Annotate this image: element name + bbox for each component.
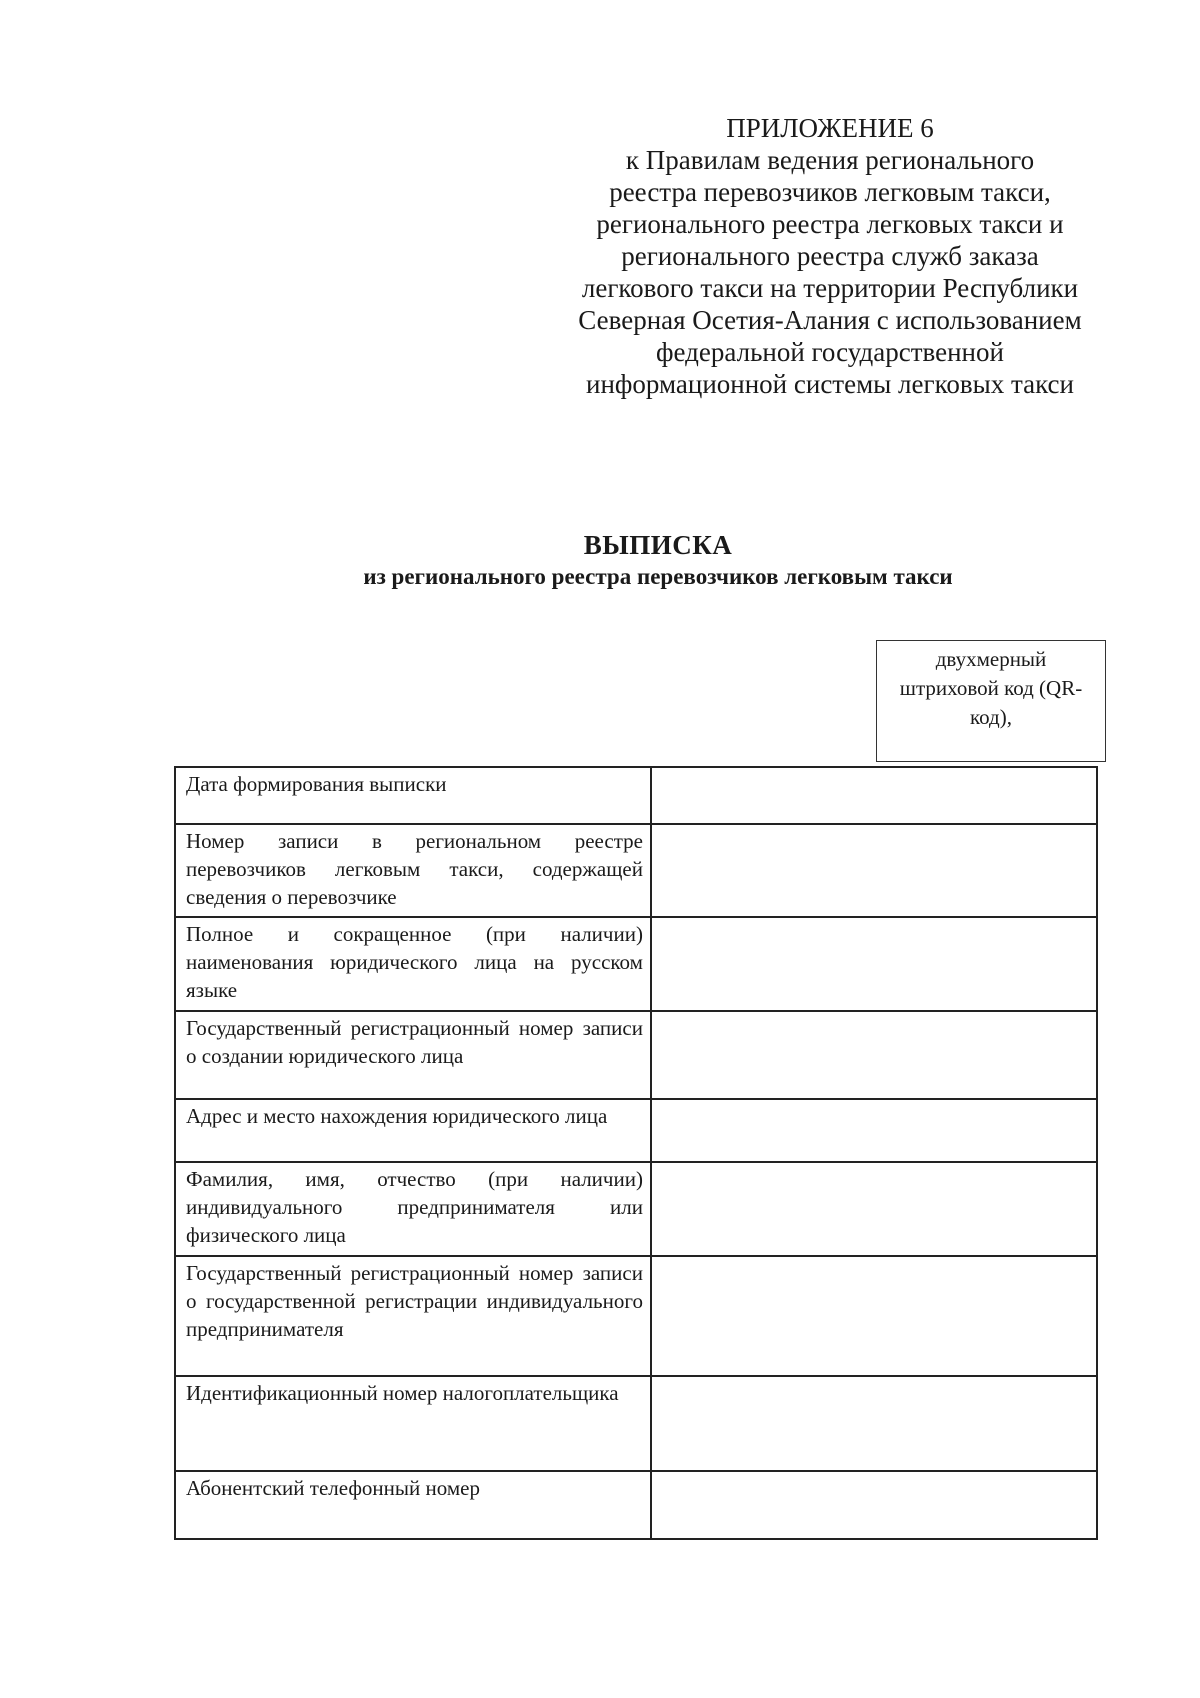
row-label: Идентификационный номер налогоплательщика: [175, 1376, 651, 1471]
row-label: Абонентский телефонный номер: [175, 1471, 651, 1539]
qr-caption-line: код),: [970, 705, 1012, 729]
row-value: [651, 1162, 1097, 1256]
qr-caption-line: двухмерный: [935, 647, 1047, 671]
annex-title: ПРИЛОЖЕНИЕ 6: [726, 113, 934, 143]
row-label: Государственный регистрационный номер записи о государственной регистрации индивидуального предпринимателя: [175, 1256, 651, 1376]
row-label: Дата формирования выписки: [175, 767, 651, 824]
row-label: Государственный регистрационный номер записи о создании юридического лица: [175, 1011, 651, 1099]
row-value: [651, 1376, 1097, 1471]
row-value: [651, 824, 1097, 917]
annex-line: информационной системы легковых такси: [586, 369, 1074, 399]
row-value: [651, 1011, 1097, 1099]
row-label: Полное и сокращенное (при наличии) наименования юридического лица на русском языке: [175, 917, 651, 1011]
annex-header: [560, 112, 1100, 400]
document-title: ВЫПИСКА: [583, 530, 733, 560]
row-value: [651, 1471, 1097, 1539]
annex-line: регионального реестра легковых такси и: [596, 209, 1064, 239]
table-row: [175, 1162, 1097, 1256]
qr-code-placeholder: [876, 640, 1106, 762]
table-row: [175, 1099, 1097, 1162]
table-row: [175, 1376, 1097, 1471]
table-row: [175, 1011, 1097, 1099]
annex-line: Северная Осетия-Алания с использованием: [578, 305, 1082, 335]
extract-table: [174, 766, 1098, 1540]
annex-line: регионального реестра служб заказа: [621, 241, 1039, 271]
row-value: [651, 1099, 1097, 1162]
table-row: [175, 767, 1097, 824]
annex-line: легкового такси на территории Республики: [581, 273, 1079, 303]
qr-caption-line: штриховой код (QR-: [899, 676, 1083, 700]
row-label: Фамилия, имя, отчество (при наличии) индивидуального предпринимателя или физического лица: [175, 1162, 651, 1256]
table-row: [175, 824, 1097, 917]
table-row: [175, 917, 1097, 1011]
row-label: Номер записи в региональном реестре перевозчиков легковым такси, содержащей сведения о перевозчике: [175, 824, 651, 917]
document-heading: [0, 528, 1200, 592]
annex-line: к Правилам ведения регионального: [625, 145, 1035, 175]
annex-line: федеральной государственной: [656, 337, 1004, 367]
table-row: [175, 1471, 1097, 1539]
annex-line: реестра перевозчиков легковым такси,: [609, 177, 1051, 207]
row-value: [651, 917, 1097, 1011]
row-label: Адрес и место нахождения юридического лица: [175, 1099, 651, 1162]
row-value: [651, 767, 1097, 824]
table-row: [175, 1256, 1097, 1376]
document-subtitle: из регионального реестра перевозчиков легковым такси: [363, 564, 953, 589]
row-value: [651, 1256, 1097, 1376]
